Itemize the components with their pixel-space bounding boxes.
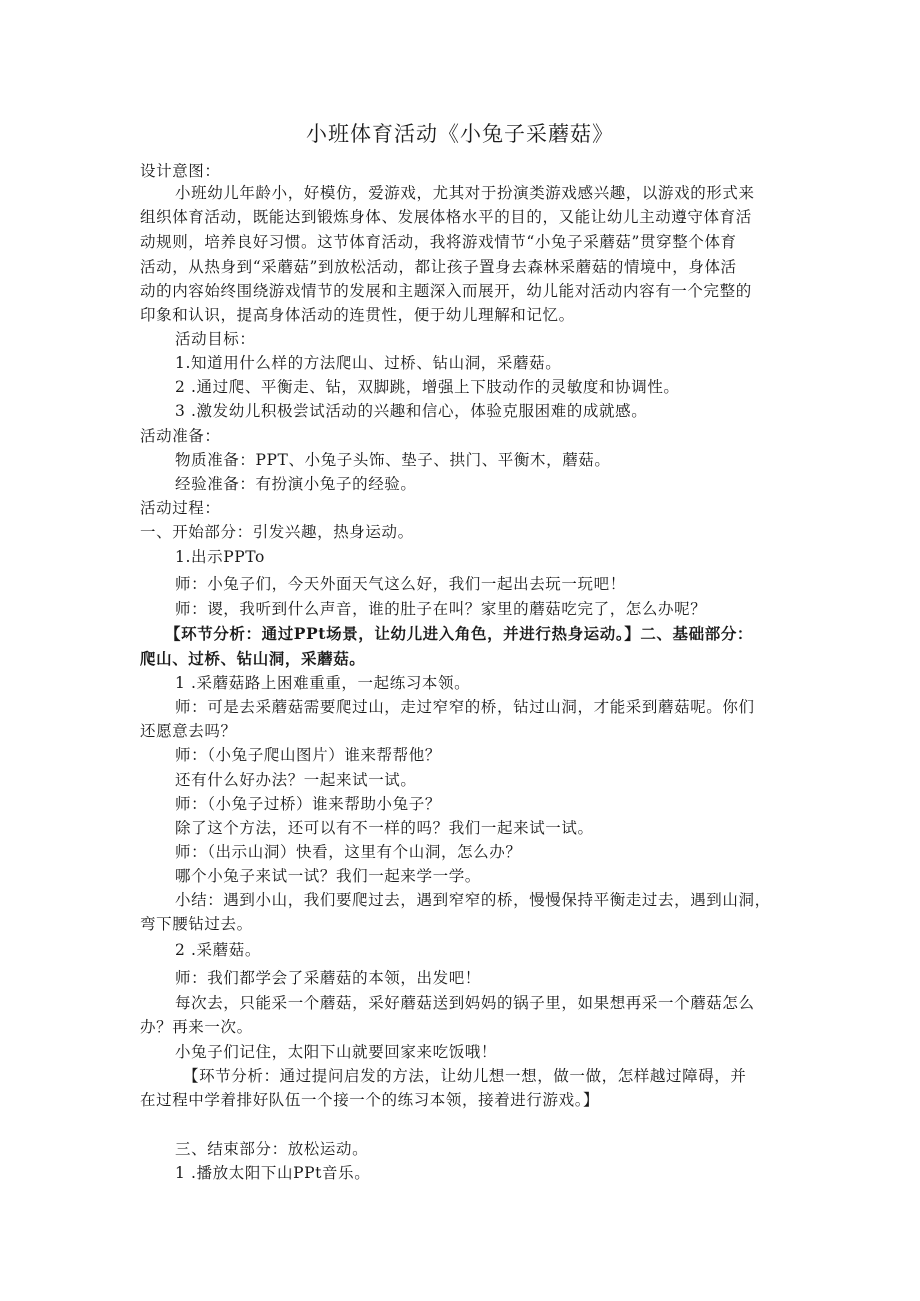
summary-line: 弯下腰钻过去。 bbox=[140, 915, 253, 933]
preparation-item: 经验准备：有扮演小兔子的经验。 bbox=[175, 475, 417, 493]
dialogue-line: 师：可是去采蘑菇需要爬过山，走过窄窄的桥，钻过山洞，才能采到蘑菇呢。你们 bbox=[175, 698, 755, 716]
paragraph-line: 组织体育活动，既能达到锻炼身体、发展体格水平的目的，又能让幼儿主动遵守体育活 bbox=[140, 208, 752, 226]
analysis-note: 【环节分析：通过提问启发的方法，让幼儿想一想，做一做，怎样越过障碍，并 bbox=[183, 1067, 747, 1085]
dialogue-line: 师：谡，我听到什么声音，谁的肚子在叫？家里的蘑菇吃完了，怎么办呢？ bbox=[175, 600, 707, 618]
analysis-note: 在过程中学着排好队伍一个接一个的练习本领，接着进行游戏。】 bbox=[140, 1091, 600, 1109]
preparation-item: 物质准备：PPT、小兔子头饰、垫子、拱门、平衡木，蘑菇。 bbox=[175, 451, 611, 469]
part-heading-opening: 一、开始部分：引发兴趣，热身运动。 bbox=[140, 523, 414, 541]
part-heading-basic: 爬山、过桥、钻山洞，采蘑菇。 bbox=[140, 649, 366, 668]
section-heading-design-intent: 设计意图： bbox=[140, 162, 221, 180]
step-item: 1 .播放太阳下山PPt音乐。 bbox=[175, 1164, 371, 1182]
dialogue-line: 除了这个方法，还可以有不一样的吗？我们一起来试一试。 bbox=[175, 819, 594, 837]
paragraph-line: 动的内容始终围绕游戏情节的发展和主题深入而展开，幼儿能对活动内容有一个完整的 bbox=[140, 282, 752, 300]
paragraph-line: 动规则，培养良好习惯。这节体育活动，我将游戏情节“小兔子采蘑菇”贯穿整个体育 bbox=[140, 233, 737, 251]
paragraph-line: 小班幼儿年龄小，好模仿，爱游戏，尤其对于扮演类游戏感兴趣，以游戏的形式来 bbox=[175, 184, 755, 202]
paragraph-line: 活动，从热身到“采蘑菇”到放松活动，都让孩子置身去森林采蘑菇的情境中，身体活 bbox=[140, 258, 737, 276]
dialogue-line: 师：我们都学会了采蘑菇的本领，出发吧！ bbox=[175, 969, 481, 987]
dialogue-line: 还有什么好办法？一起来试一试。 bbox=[175, 771, 417, 789]
paragraph-line: 印象和认识，提高身体活动的连贯性，便于幼儿理解和记忆。 bbox=[140, 306, 575, 324]
goal-item: 2 .通过爬、平衡走、钻，双脚跳，增强上下肢动作的灵敏度和协调性。 bbox=[175, 378, 680, 396]
dialogue-line: 小兔子们记住，太阳下山就要回家来吃饭哦！ bbox=[175, 1043, 498, 1061]
dialogue-line: 师：（出示山洞）快看，这里有个山洞，怎么办？ bbox=[175, 843, 522, 861]
section-heading-goals: 活动目标： bbox=[175, 330, 256, 348]
goal-item: 1.知道用什么样的方法爬山、过桥、钻山洞，采蘑菇。 bbox=[175, 354, 562, 372]
page-title: 小班体育活动《小兔子采蘑菇》 bbox=[306, 122, 614, 146]
dialogue-line: 还愿意去吗？ bbox=[140, 722, 237, 740]
section-heading-preparation: 活动准备： bbox=[140, 427, 221, 445]
dialogue-line: 每次去，只能采一个蘑菇，采好蘑菇送到妈妈的锅子里，如果想再采一个蘑菇怎么 bbox=[175, 994, 755, 1012]
part-heading-closing: 三、结束部分：放松运动。 bbox=[175, 1140, 369, 1158]
goal-item: 3 .激发幼儿积极尝试活动的兴趣和信心，体验克服困难的成就感。 bbox=[175, 402, 648, 420]
analysis-note: 【环节分析：通过PPt场景，让幼儿进入角色，并进行热身运动。】二、基础部分： bbox=[165, 624, 754, 643]
dialogue-line: 师：（小兔子过桥）谁来帮助小兔子？ bbox=[175, 795, 441, 813]
step-item: 1 .采蘑菇路上困难重重，一起练习本领。 bbox=[175, 674, 471, 692]
dialogue-line: 师：（小兔子爬山图片）谁来帮帮他？ bbox=[175, 746, 441, 764]
dialogue-line: 办？再来一次。 bbox=[140, 1018, 253, 1036]
dialogue-line: 哪个小兔子来试一试？我们一起来学一学。 bbox=[175, 867, 481, 885]
section-heading-process: 活动过程： bbox=[140, 499, 221, 517]
dialogue-line: 师：小兔子们，今天外面天气这么好，我们一起出去玩一玩吧！ bbox=[175, 575, 626, 593]
summary-line: 小结：遇到小山，我们要爬过去，遇到窄窄的桥，慢慢保持平衡走过去，遇到山洞， bbox=[175, 891, 771, 909]
step-item: 1.出示PPTo bbox=[175, 548, 265, 566]
step-item: 2 .采蘑菇。 bbox=[175, 941, 261, 959]
